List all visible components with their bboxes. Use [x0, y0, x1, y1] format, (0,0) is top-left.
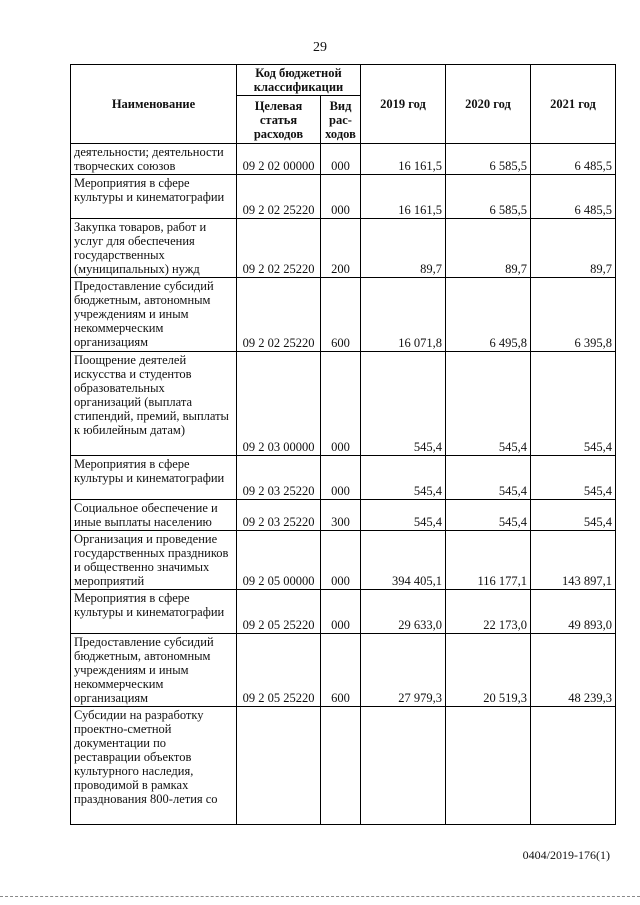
page-number: 29 — [313, 40, 327, 55]
row-value-2021: 545,4 — [531, 456, 616, 500]
row-expense-kind: 000 — [321, 531, 361, 590]
table-row — [71, 219, 616, 278]
row-name: Предоставление субсидий бюджетным, автономным учреждениям и иным некоммерческим организациям — [71, 634, 237, 707]
table-row — [71, 707, 616, 825]
row-target-article: 09 2 05 25220 — [237, 590, 321, 634]
row-value-2019 — [361, 707, 446, 825]
row-name: Мероприятия в сфере культуры и кинематографии — [71, 175, 237, 219]
row-target-article: 09 2 03 00000 — [237, 352, 321, 456]
table-row — [71, 531, 616, 590]
row-expense-kind: 000 — [321, 456, 361, 500]
table-row — [71, 590, 616, 634]
table-row — [71, 456, 616, 500]
row-expense-kind: 000 — [321, 352, 361, 456]
row-value-2019: 16 071,8 — [361, 278, 446, 352]
row-value-2019: 394 405,1 — [361, 531, 446, 590]
row-expense-kind: 000 — [321, 144, 361, 175]
table-row — [71, 634, 616, 707]
row-value-2020 — [446, 707, 531, 825]
row-target-article: 09 2 05 25220 — [237, 634, 321, 707]
row-target-article: 09 2 02 25220 — [237, 175, 321, 219]
header-target-article: Целевая статья расходов — [237, 96, 321, 144]
row-name: Поощрение деятелей искусства и студентов образовательных организаций (выплата стипендий, премий, выплаты к юбилейным датам) — [71, 352, 237, 456]
row-expense-kind: 600 — [321, 278, 361, 352]
row-value-2021: 48 239,3 — [531, 634, 616, 707]
table-header — [71, 65, 616, 144]
row-expense-kind: 000 — [321, 175, 361, 219]
header-2020: 2020 год — [446, 65, 531, 144]
row-value-2019: 16 161,5 — [361, 175, 446, 219]
document-code: 0404/2019-176(1) — [522, 848, 610, 862]
row-target-article: 09 2 02 00000 — [237, 144, 321, 175]
row-expense-kind: 200 — [321, 219, 361, 278]
row-value-2021: 143 897,1 — [531, 531, 616, 590]
row-target-article: 09 2 03 25220 — [237, 456, 321, 500]
header-name: Наименование — [71, 65, 237, 144]
row-value-2019: 545,4 — [361, 352, 446, 456]
row-name: Предоставление субсидий бюджетным, автономным учреждениям и иным некоммерческим организациям — [71, 278, 237, 352]
row-target-article: 09 2 02 25220 — [237, 219, 321, 278]
row-value-2019: 16 161,5 — [361, 144, 446, 175]
header-2019: 2019 год — [361, 65, 446, 144]
row-target-article: 09 2 02 25220 — [237, 278, 321, 352]
row-value-2021: 6 395,8 — [531, 278, 616, 352]
row-target-article: 09 2 05 00000 — [237, 531, 321, 590]
table-row — [71, 278, 616, 352]
budget-table — [70, 64, 616, 825]
table-row — [71, 175, 616, 219]
header-expense-kind: Вид рас-ходов — [321, 96, 361, 144]
row-value-2020: 116 177,1 — [446, 531, 531, 590]
row-expense-kind — [321, 707, 361, 825]
row-value-2019: 545,4 — [361, 500, 446, 531]
row-value-2021: 6 485,5 — [531, 175, 616, 219]
row-target-article: 09 2 03 25220 — [237, 500, 321, 531]
table-row — [71, 144, 616, 175]
row-name: Мероприятия в сфере культуры и кинематографии — [71, 590, 237, 634]
row-expense-kind: 300 — [321, 500, 361, 531]
table-row — [71, 500, 616, 531]
row-value-2021: 89,7 — [531, 219, 616, 278]
table-body — [71, 144, 616, 825]
row-value-2020: 89,7 — [446, 219, 531, 278]
row-value-2020: 545,4 — [446, 500, 531, 531]
row-name: Социальное обеспечение и иные выплаты населению — [71, 500, 237, 531]
table-row — [71, 352, 616, 456]
row-value-2019: 27 979,3 — [361, 634, 446, 707]
row-value-2019: 29 633,0 — [361, 590, 446, 634]
row-value-2021: 545,4 — [531, 500, 616, 531]
row-value-2021: 6 485,5 — [531, 144, 616, 175]
row-value-2020: 545,4 — [446, 352, 531, 456]
row-value-2021: 545,4 — [531, 352, 616, 456]
page-bottom-edge — [0, 896, 640, 897]
row-expense-kind: 000 — [321, 590, 361, 634]
row-value-2021: 49 893,0 — [531, 590, 616, 634]
row-value-2020: 22 173,0 — [446, 590, 531, 634]
row-value-2020: 20 519,3 — [446, 634, 531, 707]
row-value-2019: 545,4 — [361, 456, 446, 500]
row-value-2020: 545,4 — [446, 456, 531, 500]
row-value-2019: 89,7 — [361, 219, 446, 278]
header-code-group: Код бюджетной классификации — [237, 65, 361, 96]
row-expense-kind: 600 — [321, 634, 361, 707]
row-name: Организация и проведение государственных праздников и общественно значимых мероприятий — [71, 531, 237, 590]
row-value-2021 — [531, 707, 616, 825]
row-name: Субсидии на разработку проектно-сметной документации по реставрации объектов культурного наследия, проводимой в рамках празднования 800-летия со — [71, 707, 237, 825]
header-2021: 2021 год — [531, 65, 616, 144]
row-target-article — [237, 707, 321, 825]
row-name: деятельности; деятельности творческих союзов — [71, 144, 237, 175]
row-name: Закупка товаров, работ и услуг для обеспечения государственных (муниципальных) нужд — [71, 219, 237, 278]
row-value-2020: 6 585,5 — [446, 175, 531, 219]
row-name: Мероприятия в сфере культуры и кинематографии — [71, 456, 237, 500]
row-value-2020: 6 585,5 — [446, 144, 531, 175]
row-value-2020: 6 495,8 — [446, 278, 531, 352]
